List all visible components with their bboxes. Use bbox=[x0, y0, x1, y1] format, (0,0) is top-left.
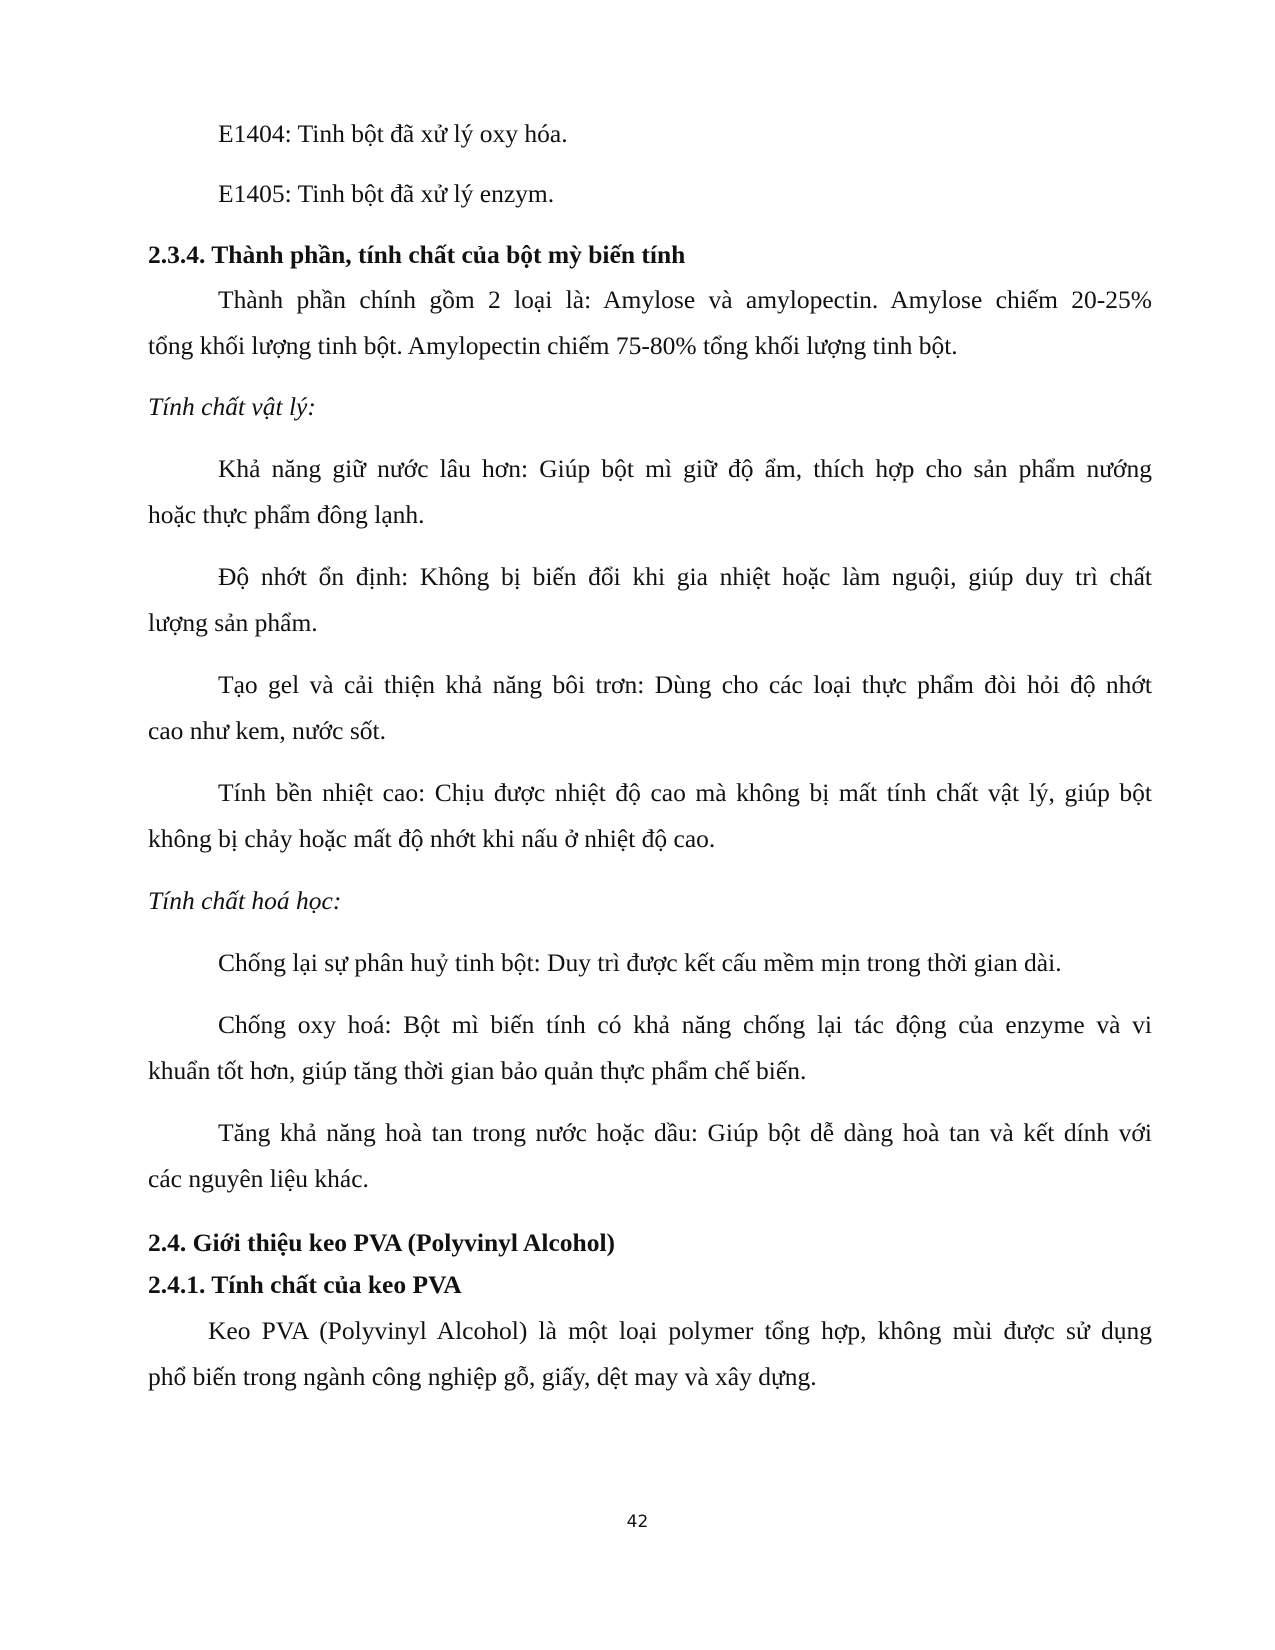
list-item-e1405: E1405: Tinh bột đã xử lý enzym. bbox=[218, 179, 555, 208]
paragraph-line: Thành phần chính gồm 2 loại là: Amylose và amylopectin. Amylose chiếm 20-25% bbox=[218, 285, 1152, 314]
paragraph-line: hoặc thực phẩm đông lạnh. bbox=[148, 500, 425, 529]
section-heading-2-4-1: 2.4.1. Tính chất của keo PVA bbox=[148, 1270, 462, 1299]
paragraph-line: Tăng khả năng hoà tan trong nước hoặc dầu: Giúp bột dễ dàng hoà tan và kết dính với bbox=[218, 1118, 1152, 1147]
paragraph-line: tổng khối lượng tinh bột. Amylopectin chiếm 75-80% tổng khối lượng tinh bột. bbox=[148, 331, 958, 360]
paragraph-line: Tính bền nhiệt cao: Chịu được nhiệt độ cao mà không bị mất tính chất vật lý, giúp bột bbox=[218, 778, 1152, 807]
paragraph-line: Keo PVA (Polyvinyl Alcohol) là một loại polymer tổng hợp, không mùi được sử dụng bbox=[208, 1316, 1152, 1345]
paragraph-line: Khả năng giữ nước lâu hơn: Giúp bột mì giữ độ ẩm, thích hợp cho sản phẩm nướng bbox=[218, 454, 1152, 483]
subheading-chemical-properties: Tính chất hoá học: bbox=[148, 886, 342, 915]
paragraph-line: không bị chảy hoặc mất độ nhớt khi nấu ở nhiệt độ cao. bbox=[148, 824, 716, 853]
paragraph-line: Chống oxy hoá: Bột mì biến tính có khả năng chống lại tác động của enzyme và vi bbox=[218, 1010, 1152, 1039]
paragraph-line: khuẩn tốt hơn, giúp tăng thời gian bảo quản thực phẩm chế biến. bbox=[148, 1056, 807, 1085]
section-heading-2-4: 2.4. Giới thiệu keo PVA (Polyvinyl Alcohol) bbox=[148, 1228, 616, 1257]
paragraph-line: lượng sản phẩm. bbox=[148, 608, 318, 637]
paragraph-line: Chống lại sự phân huỷ tinh bột: Duy trì được kết cấu mềm mịn trong thời gian dài. bbox=[218, 948, 1062, 977]
subheading-physical-properties: Tính chất vật lý: bbox=[148, 392, 316, 421]
paragraph-line: các nguyên liệu khác. bbox=[148, 1164, 369, 1193]
paragraph-line: phổ biến trong ngành công nghiệp gỗ, giấy, dệt may và xây dựng. bbox=[148, 1362, 817, 1391]
paragraph-line: Tạo gel và cải thiện khả năng bôi trơn: Dùng cho các loại thực phẩm đòi hỏi độ nhớt bbox=[218, 670, 1152, 699]
list-item-e1404: E1404: Tinh bột đã xử lý oxy hóa. bbox=[218, 119, 568, 148]
page-number: 42 bbox=[626, 1512, 649, 1532]
section-heading-2-3-4: 2.3.4. Thành phần, tính chất của bột mỳ biến tính bbox=[148, 240, 686, 269]
paragraph-line: Độ nhớt ổn định: Không bị biến đổi khi gia nhiệt hoặc làm nguội, giúp duy trì chất bbox=[218, 562, 1152, 591]
paragraph-line: cao như kem, nước sốt. bbox=[148, 716, 386, 745]
